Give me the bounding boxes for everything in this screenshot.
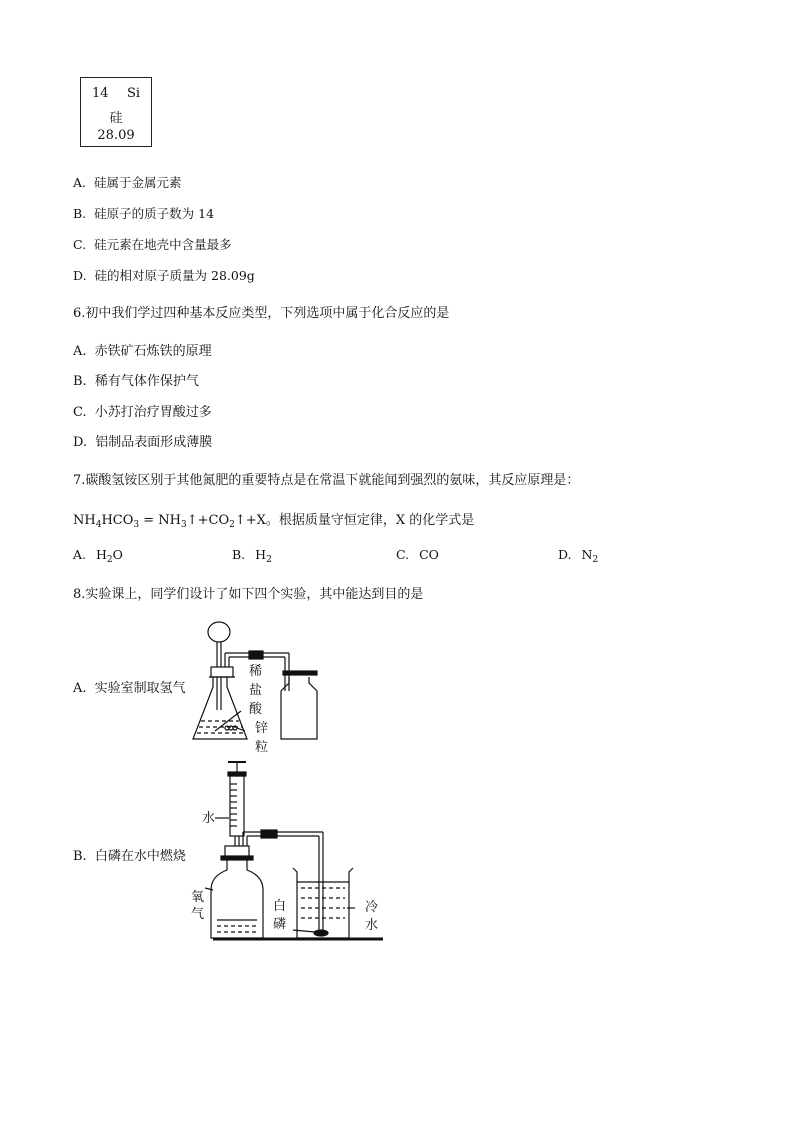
element-name: 硅 — [109, 111, 123, 126]
rubber-tube-connector — [261, 830, 277, 838]
option-letter: A. — [73, 175, 87, 190]
formula: N — [581, 547, 593, 562]
q7-option-b[interactable] — [232, 547, 272, 565]
hydrogen-apparatus-diagram — [185, 615, 335, 755]
eq-part: NH — [73, 513, 96, 528]
option-letter: C. — [73, 405, 87, 420]
label-granule: 粒 — [255, 740, 269, 755]
q5-option-a[interactable] — [73, 173, 182, 191]
q8-option-b[interactable] — [73, 845, 186, 864]
option-text: 赤铁矿石炼铁的原理 — [94, 344, 212, 359]
option-text: 实验室制取氢气 — [94, 681, 186, 696]
q5-option-c[interactable] — [73, 235, 232, 253]
option-letter: A. — [73, 681, 87, 696]
option-text: 白磷在水中燃烧 — [94, 849, 186, 864]
eq-subscript: 3 — [133, 520, 140, 530]
option-letter: B. — [73, 374, 87, 389]
option-letter: D. — [73, 435, 88, 450]
q6-option-a[interactable] — [73, 340, 212, 359]
rubber-tube-connector — [249, 651, 263, 659]
white-phosphorus — [314, 930, 328, 936]
option-letter: D. — [73, 268, 87, 283]
label-oxygen-1: 氧 — [191, 890, 205, 905]
q7-equation — [73, 509, 474, 528]
eq-subscript: 3 — [181, 520, 187, 530]
eq-part: ↑+CO — [186, 513, 230, 528]
option-letter: B. — [232, 547, 246, 562]
option-letter: C. — [73, 237, 87, 252]
q5-option-b[interactable] — [73, 204, 214, 222]
label-zinc: 锌 — [255, 721, 269, 736]
label-phosphorus-2: 磷 — [273, 917, 287, 932]
label-white-1: 白 — [273, 899, 287, 914]
option-letter: B. — [73, 849, 87, 864]
formula-subscript: 2 — [592, 555, 599, 565]
q8-stem: 8.实验课上，同学们设计了如下四个实验，其中能达到目的是 — [73, 587, 424, 602]
element-symbol: Si — [127, 86, 141, 101]
q8-option-a[interactable] — [73, 677, 186, 696]
label-salt: 盐 — [249, 683, 263, 698]
formula-subscript: 2 — [106, 555, 113, 565]
zinc-granule — [225, 726, 229, 730]
option-text: 硅的相对原子质量为 28.09g — [94, 268, 255, 283]
q7-option-d[interactable] — [558, 547, 599, 565]
eq-part: ↑+X。根据质量守恒定律，X 的化学式是 — [234, 513, 475, 528]
label-water: 水 — [202, 811, 216, 826]
option-text: 硅原子的质子数为 14 — [94, 206, 215, 221]
eq-subscript: 2 — [229, 520, 235, 530]
label-oxygen-2: 气 — [191, 907, 205, 922]
label-cold-water-2: 水 — [365, 918, 379, 933]
option-text: 硅元素在地壳中含量最多 — [94, 237, 232, 252]
funnel-bulb — [208, 622, 230, 642]
label-acid: 酸 — [249, 702, 263, 717]
option-text: 铝制品表面形成薄膜 — [95, 435, 213, 450]
formula: H — [96, 547, 107, 562]
label-dilute: 稀 — [249, 664, 263, 679]
eq-part: HCO — [101, 513, 134, 528]
formula: H — [255, 547, 267, 562]
formula-subscript: 2 — [266, 555, 272, 565]
q6-option-d[interactable] — [73, 431, 212, 450]
syringe-barrel — [230, 776, 244, 836]
formula: CO — [419, 547, 439, 562]
option-text: 硅属于金属元素 — [94, 175, 182, 190]
option-letter: A. — [73, 547, 87, 562]
q7-stem: 7.碳酸氢铵区别于其他氮肥的重要特点是在常温下就能闻到强烈的氨味，其反应原理是： — [73, 473, 580, 488]
q6-option-c[interactable] — [73, 401, 212, 420]
glass-plate — [283, 671, 317, 675]
option-letter: C. — [396, 547, 410, 562]
eq-part: = NH — [139, 513, 182, 528]
conical-flask — [193, 677, 247, 739]
label-cold-1: 冷 — [365, 900, 379, 915]
formula: O — [112, 547, 123, 562]
atomic-mass: 28.09 — [97, 128, 135, 143]
option-text: 小苏打治疗胃酸过多 — [94, 405, 212, 420]
q7-option-c[interactable] — [396, 547, 439, 562]
option-letter: A. — [73, 344, 87, 359]
q5-option-d[interactable] — [73, 266, 255, 284]
option-letter: D. — [558, 547, 572, 562]
white-phosphorus-diagram — [185, 758, 385, 943]
option-letter: B. — [73, 206, 87, 221]
q7-option-a[interactable] — [73, 547, 123, 565]
stopper — [211, 667, 233, 677]
q6-stem: 6.初中我们学过四种基本反应类型，下列选项中属于化合反应的是 — [73, 306, 450, 321]
eq-subscript: 4 — [95, 520, 102, 530]
atomic-number: 14 — [92, 86, 109, 101]
q6-option-b[interactable] — [73, 370, 199, 389]
option-text: 稀有气体作保护气 — [94, 374, 199, 389]
element-card-silicon — [80, 77, 152, 147]
gas-collection-bottle — [281, 677, 317, 739]
